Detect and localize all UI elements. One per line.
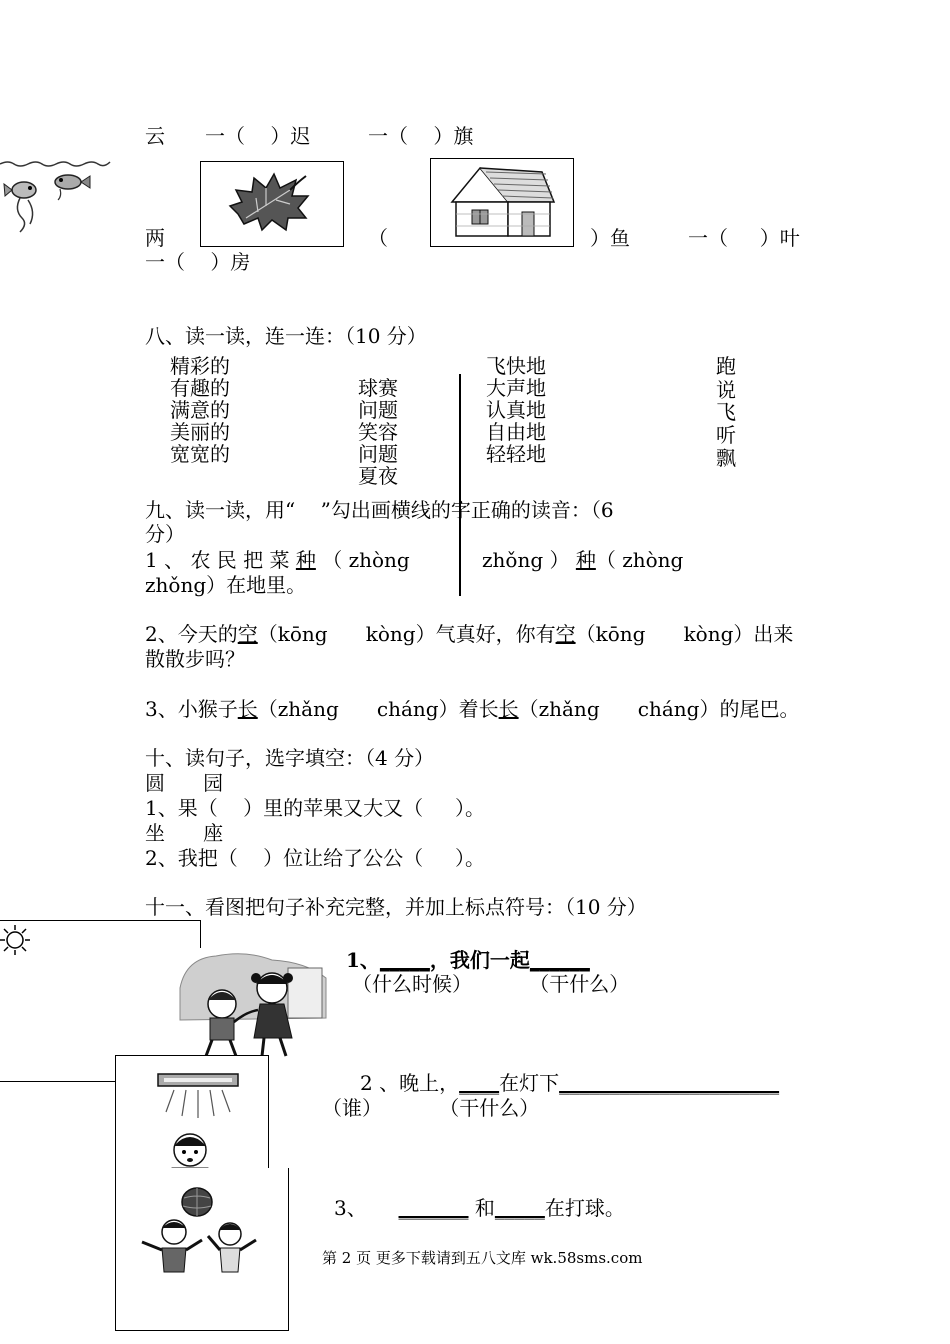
q8-col4-item: 说 <box>716 378 736 402</box>
q8-col2-item: 问题 <box>358 398 398 422</box>
q8-col4-item: 飞 <box>716 400 736 424</box>
q10-sentence-2: 2、我把（ ）位让给了公公（ ）。 <box>145 846 485 870</box>
house-icon <box>446 162 558 242</box>
fish-drawing <box>0 158 112 234</box>
q7-blank-qi: 一（ ）旗 <box>368 124 474 148</box>
q8-col4-item: 跑 <box>716 354 736 378</box>
q11-sentence-3: 3、 _______ 和_____在打球。 <box>334 1196 625 1220</box>
children-walking-illustration <box>176 948 330 1060</box>
q7-blank-paren: （ <box>368 226 388 250</box>
q7-word-cloud: 云 <box>145 124 165 148</box>
q10-char-pair-1: 圆 园 <box>145 771 224 795</box>
q11-heading: 十一、看图把句子补充完整，并加上标点符号：（10 分） <box>145 895 647 919</box>
children-playing-ball-illustration <box>138 1214 268 1278</box>
q9-sentence-3: 3、小猴子长（zhǎng cháng）着长长（zhǎng cháng）的尾巴。 <box>145 697 800 721</box>
q8-col1-item: 满意的 <box>170 398 230 422</box>
lamp-icon <box>154 1070 244 1120</box>
q9-heading-cont: 分） <box>145 522 185 546</box>
q9-sentence-1-options: zhǒng ） 种（ zhòng <box>482 548 684 572</box>
q8-col3-item: 认真地 <box>486 398 546 422</box>
q9-sentence-2-cont: 散散步吗？ <box>145 647 245 671</box>
q9-sentence-2: 2、今天的空（kōng kòng）气真好，你有空（kōng kòng）出来 <box>145 622 794 646</box>
q8-col2-item: 问题 <box>358 442 398 466</box>
q7-blank-leaf: 一（ ）叶 <box>688 226 800 250</box>
sun-icon <box>0 924 32 956</box>
q7-blank-chi: 一（ ）迟 <box>205 124 311 148</box>
q9-sentence-1: 1 、 农 民 把 菜 种 （ zhòng <box>145 548 410 572</box>
q8-col1-item: 有趣的 <box>170 376 230 400</box>
q11-sentence-2: 2 、晚上，____在灯下______________________ <box>360 1071 780 1095</box>
q10-char-pair-2: 坐 座 <box>145 821 224 845</box>
q9-heading: 九、读一读，用“ ”勾出画横线的字正确的读音：（6 <box>145 498 614 522</box>
page-footer: 第 2 页 更多下载请到五八文库 wk.58sms.com <box>322 1249 643 1267</box>
q11-sentence-1-hint: （什么时候） （干什么） <box>352 972 630 996</box>
q8-heading: 八、读一读，连一连：（10 分） <box>145 324 427 348</box>
q8-col3-item: 自由地 <box>486 420 546 444</box>
q8-col4-item: 飘 <box>716 446 736 470</box>
q8-col2-item: 笑容 <box>358 420 398 444</box>
q8-col3-item: 大声地 <box>486 376 546 400</box>
q9-sentence-1-cont: zhǒng）在地里。 <box>145 573 307 597</box>
q11-sentence-1: 1、_____，我们一起______ <box>346 948 590 972</box>
q8-col3-item: 轻轻地 <box>486 442 546 466</box>
q10-sentence-1: 1、果（ ）里的苹果又大又（ ）。 <box>145 796 485 820</box>
q11-sentence-2-hint: （谁） （干什么） <box>322 1096 540 1120</box>
q7-blank-house: 一（ ）房 <box>145 250 251 274</box>
q8-col3-item: 飞快地 <box>486 354 546 378</box>
q10-heading: 十、读句子，选字填空：（4 分） <box>145 746 435 770</box>
q7-word-two: 两 <box>145 226 165 250</box>
q8-col2-item: 球赛 <box>358 376 398 400</box>
q8-col1-item: 精彩的 <box>170 354 230 378</box>
q8-col1-item: 美丽的 <box>170 420 230 444</box>
q8-col1-item: 宽宽的 <box>170 442 230 466</box>
q7-blank-fish: ）鱼 <box>590 226 630 250</box>
q8-divider-line <box>459 374 461 596</box>
q8-col2-item: 夏夜 <box>358 464 398 488</box>
q8-col4-item: 听 <box>716 423 736 447</box>
leaf-icon <box>226 168 316 240</box>
